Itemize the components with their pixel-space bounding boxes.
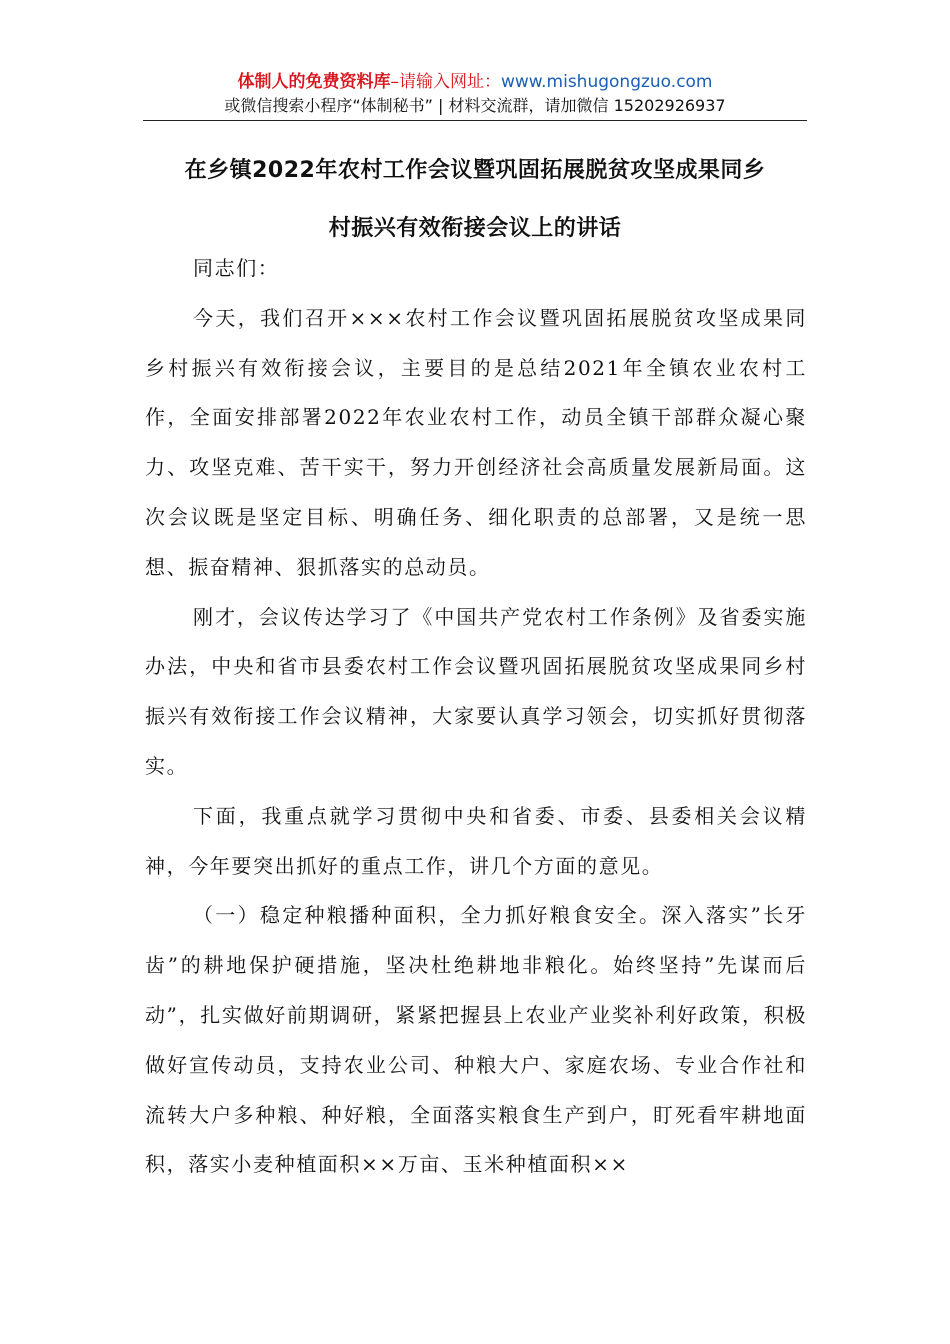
document-title xyxy=(143,142,807,258)
document-body xyxy=(145,244,807,1190)
header-url-link[interactable]: www.mishugongzuo.com xyxy=(500,72,713,92)
header-brand: 体制人的免费资料库 xyxy=(237,72,391,92)
paragraph: 下面，我重点就学习贯彻中央和省委、市委、县委相关会议精神，今年要突出抓好的重点工作，讲几个方面的意见。 xyxy=(145,803,807,878)
title-line-1: 在乡镇2022年农村工作会议暨巩固拓展脱贫攻坚成果同乡 xyxy=(184,158,766,183)
salutation: 同志们： xyxy=(193,256,280,280)
paragraph: 刚才，会议传达学习了《中国共产党农村工作条例》及省委实施办法，中央和省市县委农村工作会议暨巩固拓展脱贫攻坚成果同乡村振兴有效衔接工作会议精神，大家要认真学习领会，切实抓好贯彻落实。 xyxy=(145,604,807,778)
title-line-2: 村振兴有效衔接会议上的讲话 xyxy=(328,216,622,241)
paragraph: （一）稳定种粮播种面积，全力抓好粮食安全。深入落实”长牙齿”的耕地保护硬措施，坚决杜绝耕地非粮化。始终坚持”先谋而后动”，扎实做好前期调研，紧紧把握县上农业产业奖补利好政策，积极做好宣传动员，支持农业公司、种粮大户、家庭农场、专业合作社和流转大户多种粮、种好粮，全面落实粮食生产到户，盯死看牢耕地面积，落实小麦种植面积××万亩、玉米种植面积×× xyxy=(145,903,807,1177)
watermark-header xyxy=(143,70,807,118)
paragraph: 今天，我们召开×××农村工作会议暨巩固拓展脱贫攻坚成果同乡村振兴有效衔接会议，主要目的是总结2021年全镇农业农村工作，全面安排部署2022年农业农村工作，动员全镇干部群众凝心聚力、攻坚克难、苦干实干，努力开创经济社会高质量发展新局面。这次会议既是坚定目标、明确任务、细化职责的总部署，又是统一思想、振奋精神、狠抓落实的总动员。 xyxy=(145,305,807,579)
header-line-1 xyxy=(143,70,807,94)
header-line-2: 或微信搜索小程序“体制秘书” | 材料交流群，请加微信 15202926937 xyxy=(224,96,726,115)
header-divider xyxy=(143,120,807,121)
header-prompt: –请输入网址： xyxy=(390,72,501,92)
